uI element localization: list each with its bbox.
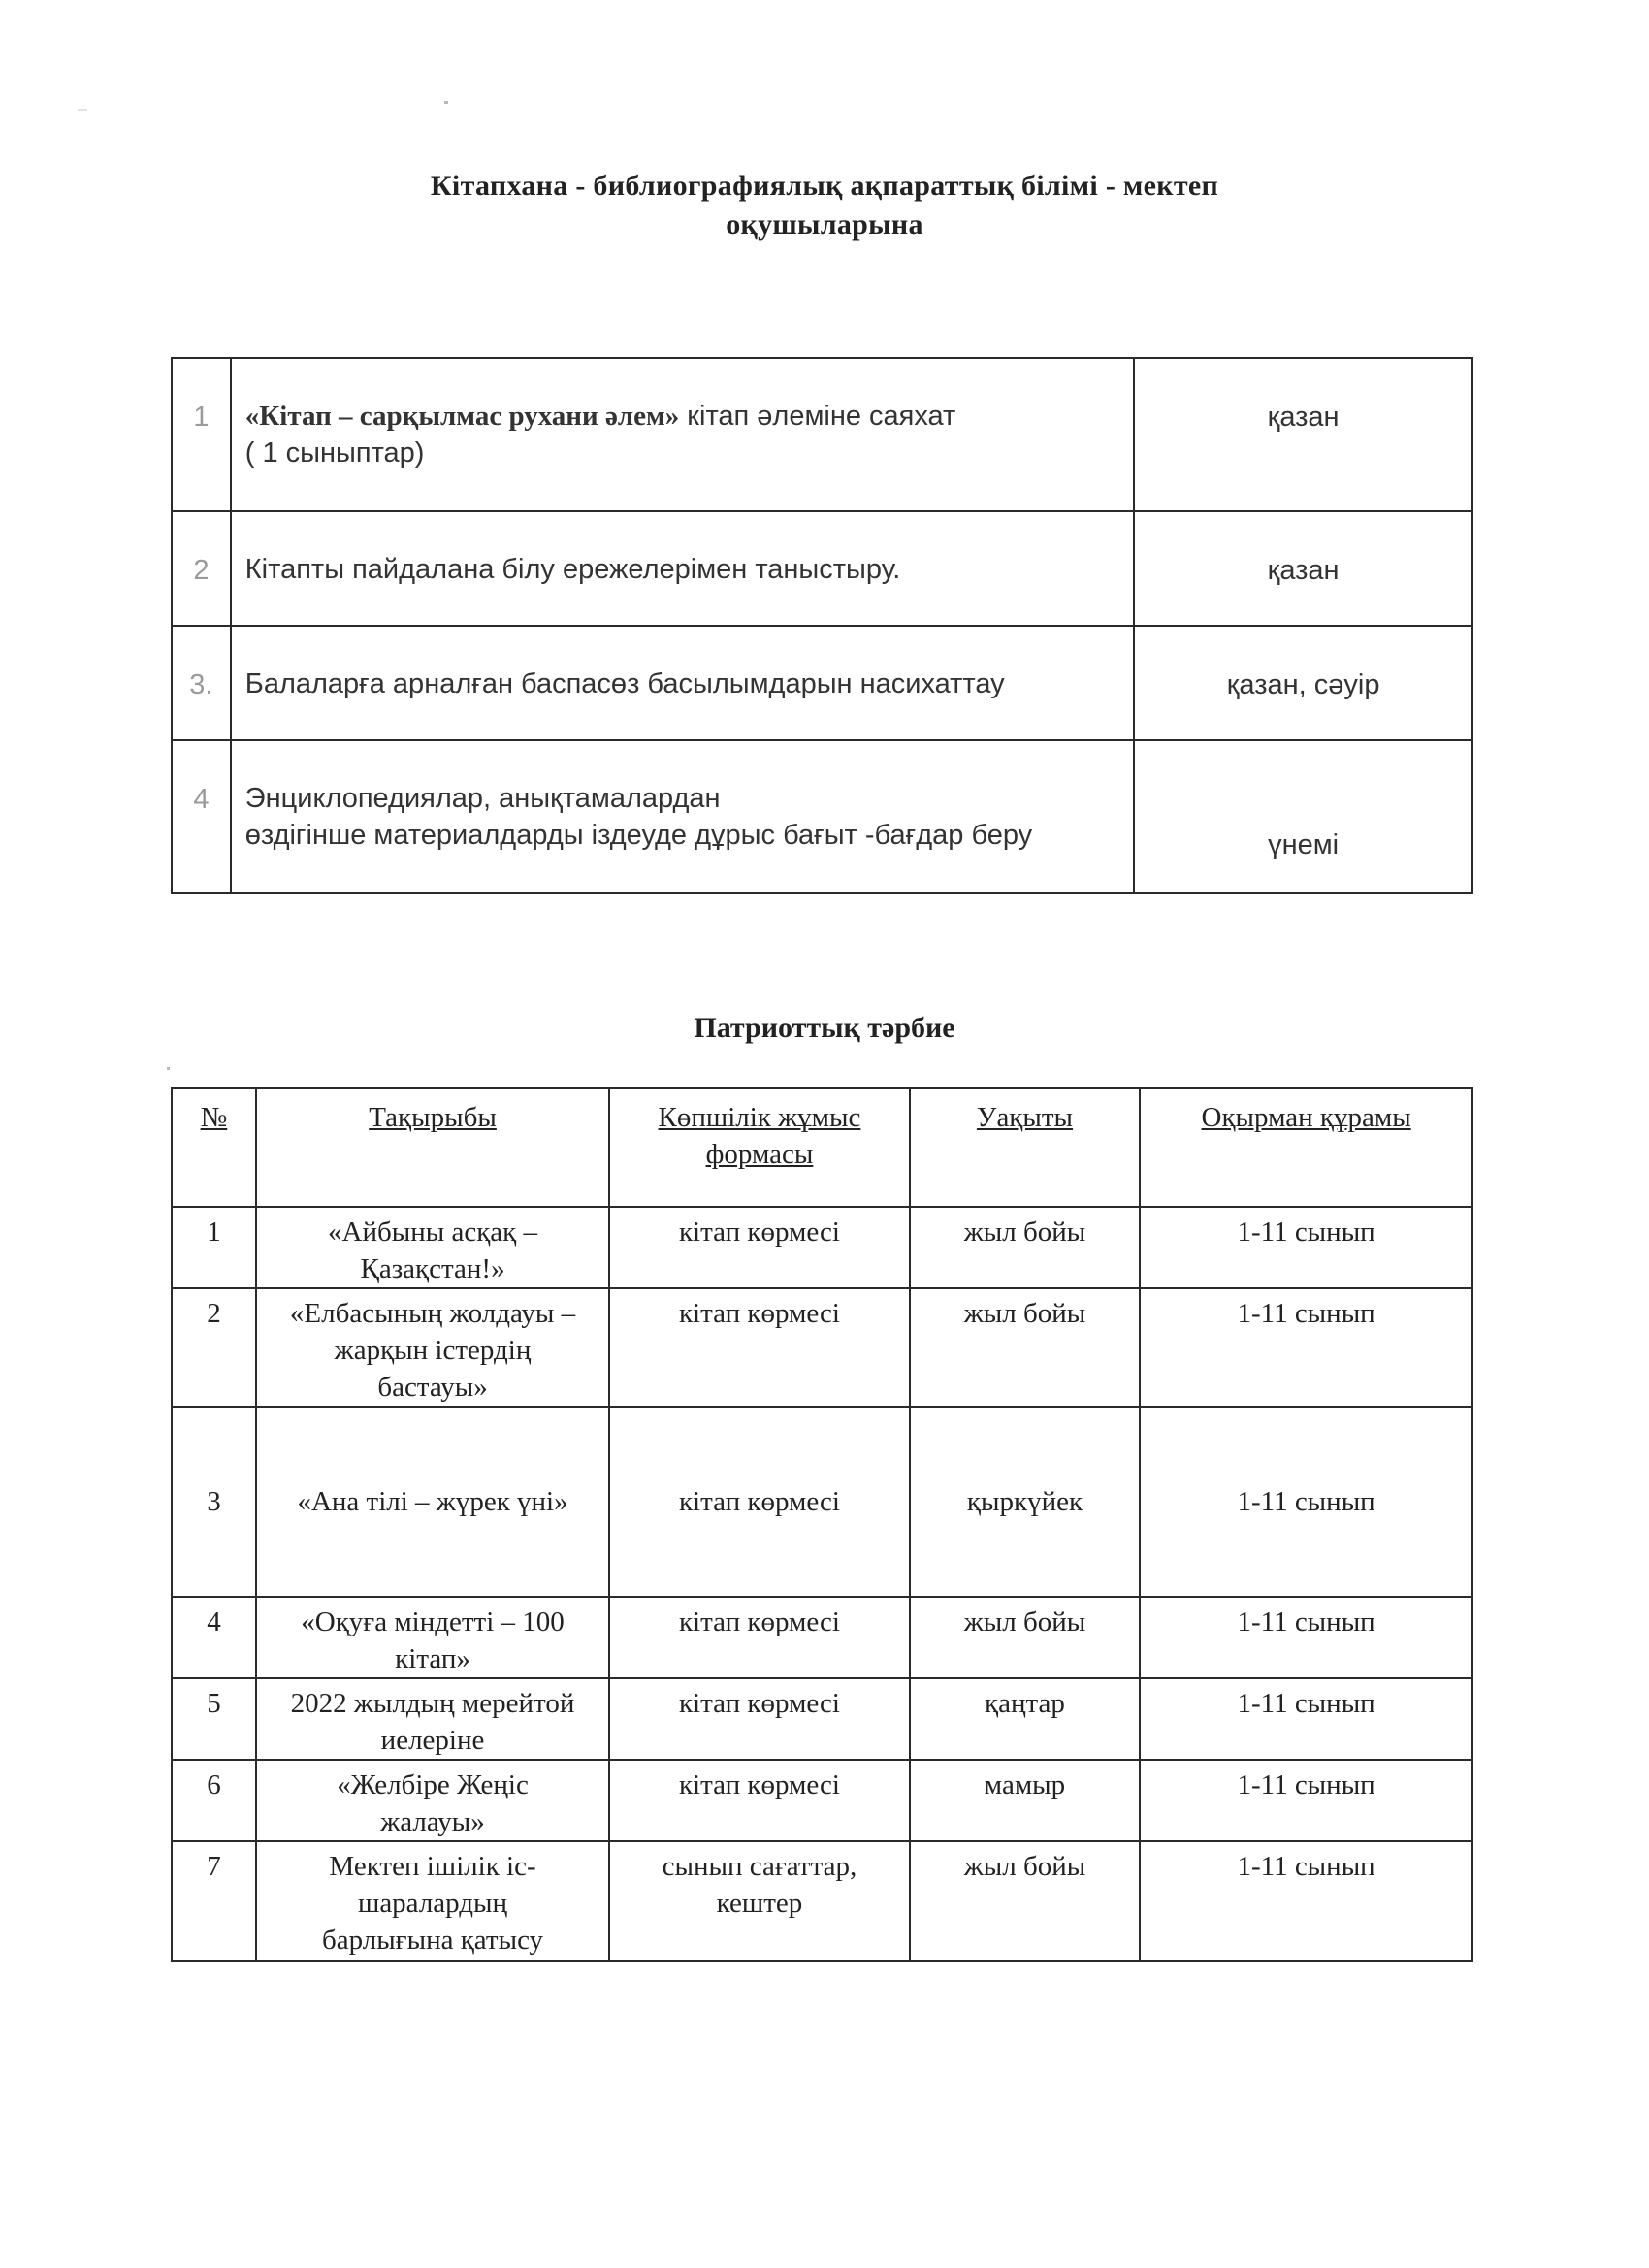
row-topic (256, 1288, 609, 1407)
row-topic-line: бастауы» (377, 1372, 488, 1403)
row-number: 1 (172, 358, 231, 511)
row-number: 4 (172, 740, 231, 893)
row-topic (231, 358, 1134, 511)
section1-title (291, 167, 1358, 244)
row-audience: 1-11 сынып (1140, 1207, 1472, 1288)
table-row (172, 1597, 1472, 1678)
row-topic: Балаларға арналған баспасөз басылымдарын насихаттау (231, 626, 1134, 740)
table-row (172, 740, 1472, 893)
table-header-row (172, 1088, 1472, 1207)
header-form (609, 1088, 910, 1207)
row-topic: Кітапты пайдалана білу ережелерімен таныстыру. (231, 511, 1134, 626)
row-time: қаңтар (910, 1678, 1140, 1760)
row-topic-line: «Оқуға міндетті – 100 (301, 1606, 565, 1637)
section1-title-line: оқушыларына (726, 209, 923, 241)
table-row (172, 1760, 1472, 1841)
row-number: 5 (172, 1678, 256, 1760)
header-topic: Тақырыбы (256, 1088, 609, 1207)
row-audience: 1-11 сынып (1140, 1597, 1472, 1678)
row-number: 1 (172, 1207, 256, 1288)
table-row (172, 1407, 1472, 1597)
row-audience: 1-11 сынып (1140, 1841, 1472, 1961)
scan-speck (78, 109, 87, 111)
row-topic-rest: кітап әлеміне саяхат (679, 401, 956, 432)
row-time: жыл бойы (910, 1288, 1140, 1407)
row-number: 7 (172, 1841, 256, 1961)
row-form-line: кітап көрмесі (678, 1216, 840, 1247)
row-time: мамыр (910, 1760, 1140, 1841)
row-number: 6 (172, 1760, 256, 1841)
row-topic-line: «Желбіре Жеңіс (337, 1769, 529, 1800)
row-topic-line: жалауы» (380, 1806, 485, 1837)
table-row (172, 358, 1472, 511)
patriotic-education-table (171, 1087, 1473, 1962)
header-audience: Оқырман құрамы (1140, 1088, 1472, 1207)
table-row (172, 626, 1472, 740)
row-topic-line: Мектеп ішілік іс- (329, 1851, 536, 1882)
row-form-line: кітап көрмесі (678, 1769, 840, 1800)
scan-speck (167, 1067, 170, 1070)
library-education-table (171, 357, 1473, 894)
row-number: 3. (172, 626, 231, 740)
table-row (172, 1207, 1472, 1288)
row-time: қыркүйек (910, 1407, 1140, 1597)
row-form (609, 1597, 910, 1678)
row-time: жыл бойы (910, 1841, 1140, 1961)
row-date: қазан (1134, 358, 1472, 511)
row-time: жыл бойы (910, 1597, 1140, 1678)
header-form-line: формасы (705, 1139, 814, 1170)
row-form (609, 1407, 910, 1597)
row-number: 2 (172, 511, 231, 626)
row-topic-line: «Ана тілі – жүрек үні» (297, 1486, 568, 1517)
table-row (172, 1841, 1472, 1961)
row-topic-line: 2022 жылдың мерейтой (290, 1688, 575, 1719)
row-topic-bold: «Кітап – сарқылмас рухани әлем» (244, 401, 680, 432)
row-form (609, 1841, 910, 1961)
row-audience: 1-11 сынып (1140, 1288, 1472, 1407)
row-form (609, 1678, 910, 1760)
row-topic-line: Энциклопедиялар, анықтамалардан (244, 783, 721, 814)
row-form (609, 1207, 910, 1288)
row-topic-line: «Елбасының жолдауы – (289, 1298, 576, 1329)
header-form-line: Көпшілік жұмыс (658, 1102, 861, 1133)
row-topic-line: ( 1 сыныптар) (244, 437, 425, 469)
row-topic-line: шаралардың (357, 1888, 508, 1919)
row-form (609, 1288, 910, 1407)
row-topic (256, 1841, 609, 1961)
row-topic-line: «Айбыны асқақ – (328, 1216, 538, 1247)
row-topic (256, 1760, 609, 1841)
row-form-line: сынып сағаттар, (662, 1851, 857, 1882)
row-form (609, 1760, 910, 1841)
row-topic (231, 740, 1134, 893)
row-audience: 1-11 сынып (1140, 1407, 1472, 1597)
row-form-line: кітап көрмесі (678, 1688, 840, 1719)
row-topic-line: жарқын істердің (334, 1335, 532, 1366)
row-audience: 1-11 сынып (1140, 1760, 1472, 1841)
row-topic (256, 1597, 609, 1678)
row-form-line: кітап көрмесі (678, 1298, 840, 1329)
table-row (172, 1678, 1472, 1760)
row-date: қазан (1134, 511, 1472, 626)
row-topic (256, 1678, 609, 1760)
row-form-line: кештер (716, 1888, 803, 1919)
table-row (172, 1288, 1472, 1407)
row-topic (256, 1407, 609, 1597)
row-topic-line: өздігінше материалдарды іздеуде дұрыс бағыт -бағдар беру (244, 820, 1033, 851)
scan-speck (444, 101, 448, 104)
table-row (172, 511, 1472, 626)
section1-title-line: Кітапхана - библиографиялық ақпараттық білімі - мектеп (430, 170, 1219, 202)
header-time: Уақыты (910, 1088, 1140, 1207)
section2-title: Патриоттық тәрбие (694, 1012, 955, 1044)
row-date: үнемі (1134, 740, 1472, 893)
row-number: 2 (172, 1288, 256, 1407)
row-number: 4 (172, 1597, 256, 1678)
row-form-line: кітап көрмесі (678, 1606, 840, 1637)
row-date: қазан, сәуір (1134, 626, 1472, 740)
row-audience: 1-11 сынып (1140, 1678, 1472, 1760)
row-time: жыл бойы (910, 1207, 1140, 1288)
header-number: № (172, 1088, 256, 1207)
row-topic (256, 1207, 609, 1288)
row-topic-line (245, 398, 1119, 435)
row-topic-line: барлығына қатысу (321, 1925, 544, 1956)
row-topic-line: иелеріне (380, 1725, 485, 1756)
row-topic-line: кітап» (395, 1643, 470, 1674)
row-form-line: кітап көрмесі (678, 1486, 840, 1517)
row-topic-line: Қазақстан!» (360, 1253, 505, 1284)
row-number: 3 (172, 1407, 256, 1597)
table-body (172, 1207, 1472, 1961)
